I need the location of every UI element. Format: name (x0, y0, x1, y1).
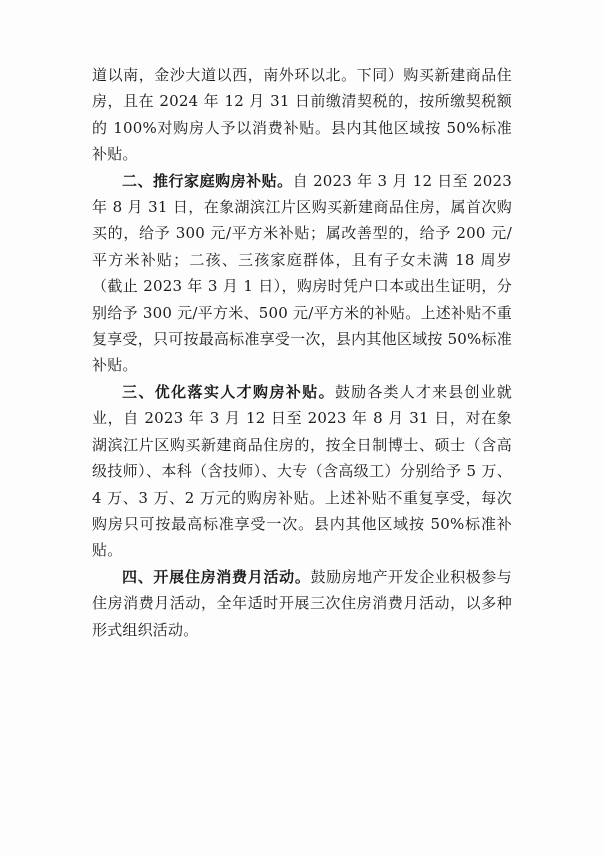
paragraph-consumption-month (92, 564, 512, 643)
paragraph-continuation (92, 62, 512, 168)
section-heading-4: 四、开展住房消费月活动。 (122, 567, 311, 586)
paragraph-text: 道以南，金沙大道以西，南外环以北。下同）购买新建商品住房，且在 2024 年 12 月 31 日前缴清契税的，按所缴契税额的 100%对购房人予以消费补贴。县内其他区域按 50%标准补贴。 (92, 66, 512, 164)
paragraph-text: 鼓励房地产开发企业积极参与住房消费月活动，全年适时开展三次住房消费月活动，以多种形式组织活动。 (92, 567, 512, 639)
paragraph-family-subsidy (92, 168, 512, 379)
section-heading-3: 三、优化落实人才购房补贴。 (122, 382, 335, 401)
paragraph-text: 鼓励各类人才来县创业就业，自 2023 年 3 月 12 日至 2023 年 8 月 31 日，对在象湖滨江片区购买新建商品住房的，按全日制博士、硕士（含高级技师）、本科（含技师）、大专（含高级工）分别给予 5 万、4 万、3 万、2 万元的购房补贴。上述补贴不重复享受，每次购房只可按最高标准享受一次。县内其他区域按 50%标准补贴。 (92, 382, 513, 560)
paragraph-text: 自 2023 年 3 月 12 日至 2023 年 8 月 31 日，在象湖滨江片区购买新建商品住房，属首次购买的，给予 300 元/平方米补贴；属改善型的，给予 200 元/平方米补贴；二孩、三孩家庭群体，且有子女未满 18 周岁（截止 2023 年 3 月 1 日），购房时凭户口本或出生证明，分别给予 300 元/平方米、500 元/平方米的补贴。上述补贴不重复享受，只可按最高标准享受一次，县内其他区域按 50%标准补贴。 (92, 171, 512, 375)
section-heading-2: 二、推行家庭购房补贴。 (122, 171, 293, 190)
document-body (92, 62, 512, 643)
paragraph-talent-subsidy (92, 379, 512, 564)
